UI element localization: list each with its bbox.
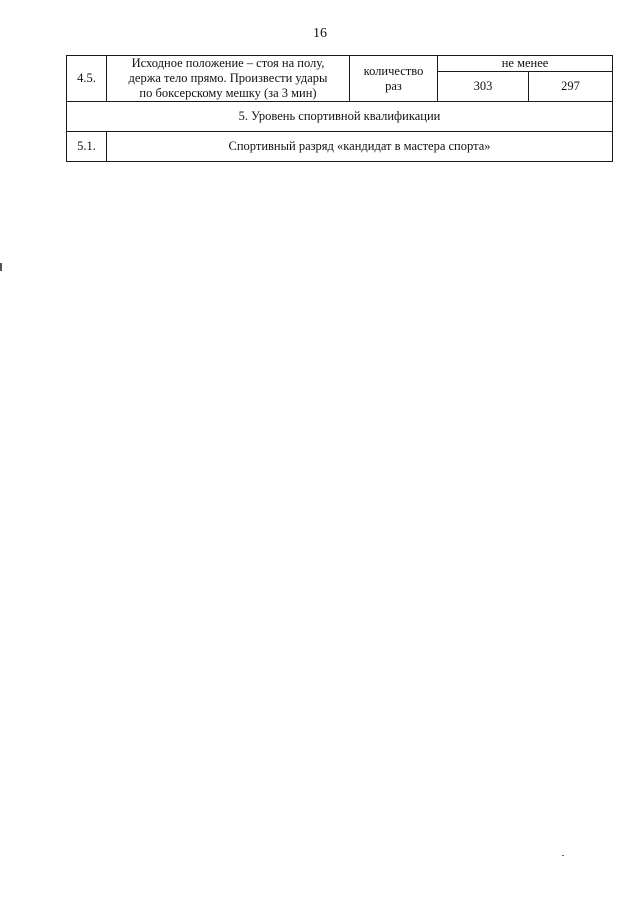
row-number-5-1: 5.1.: [67, 132, 107, 162]
table-row-5-1: [67, 132, 613, 162]
standards-table: [66, 55, 613, 162]
row-number-4-5: 4.5.: [67, 56, 107, 102]
page-number: 16: [313, 26, 327, 41]
exercise-line-2: держа тело прямо. Произвести удары: [128, 71, 328, 85]
qualification-text: Спортивный разряд «кандидат в мастера спорта»: [107, 132, 613, 162]
value-cell-1: 303: [438, 72, 529, 102]
scan-speck: [562, 855, 564, 856]
threshold-header: не менее: [438, 56, 613, 72]
exercise-description: [107, 56, 350, 102]
exercise-line-3: по боксерскому мешку (за 3 мин): [139, 86, 317, 100]
section-title-5: 5. Уровень спортивной квалификации: [67, 102, 613, 132]
section-row-5: [67, 102, 613, 132]
unit-cell: количество раз: [350, 56, 438, 102]
exercise-line-1: Исходное положение – стоя на полу,: [131, 56, 325, 70]
table-row-4-5: [67, 56, 613, 72]
scan-margin-mark: [0, 263, 2, 271]
value-cell-2: 297: [529, 72, 613, 102]
